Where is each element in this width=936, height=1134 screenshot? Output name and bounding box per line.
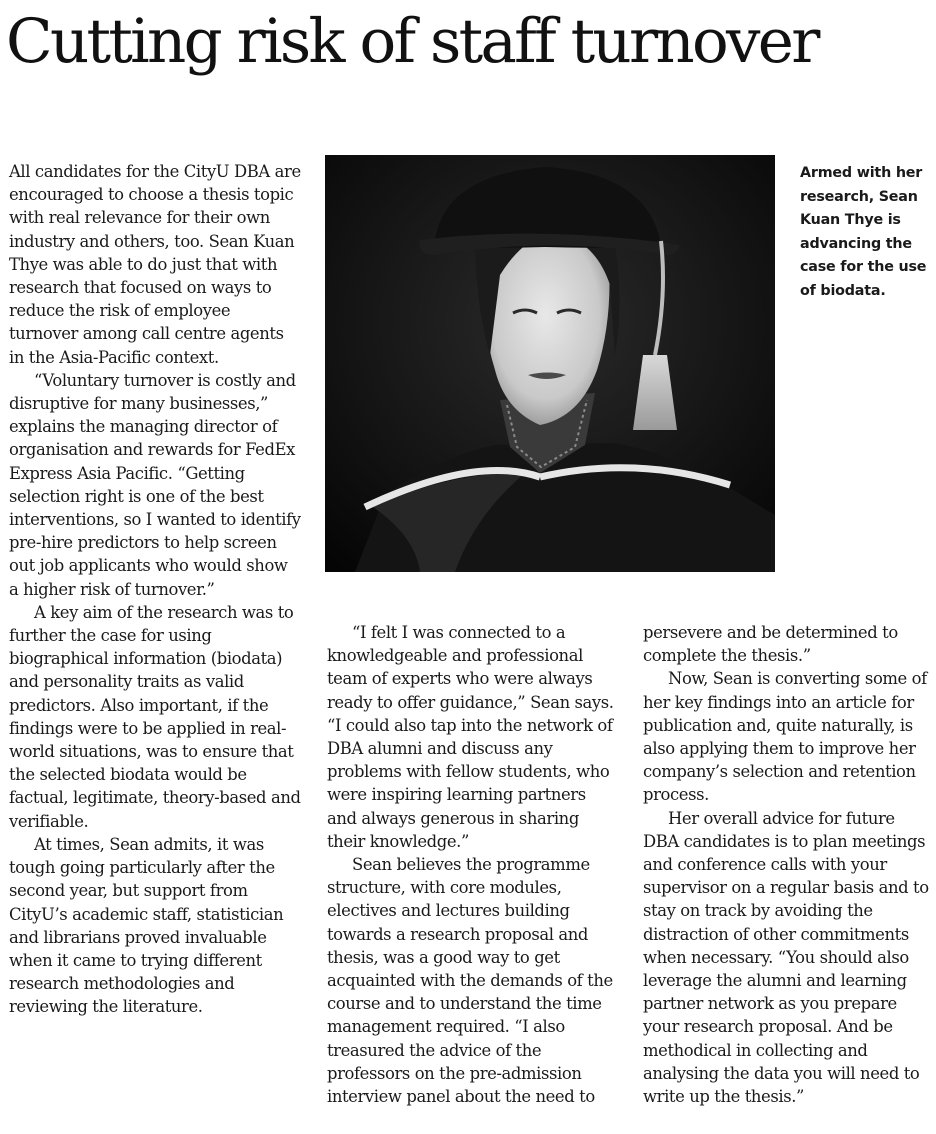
paragraph: “Voluntary turnover is costly and disruptive for many businesses,” explains the managing director of organisation and rewards for FedEx Express Asia Pacific. “Getting selection right is one of the best interventions, so I wanted to identify pre-hire predictors to help screen out job applicants who would show a higher risk of turnover.”: [9, 370, 301, 599]
paragraph: Sean believes the programme structure, with core modules, electives and lectures building towards a research proposal and thesis, was a good way to get acquainted with the demands of the course and to understand the time management required. “I also treasured the advice of the professors on the pre-admission interview panel about the need to: [327, 855, 613, 1107]
article-column-2: [327, 621, 619, 1108]
portrait-photo: [325, 155, 775, 572]
paragraph: “I felt I was connected to a knowledgeable and professional team of experts who were always ready to offer guidance,” Sean says. “I could also tap into the network of DBA alumni and discuss any problems with fellow students, who were inspiring learning partners and always generous in sharing their knowledge.”: [327, 623, 614, 851]
paragraph: All candidates for the CityU DBA are encouraged to choose a thesis topic with real relevance for their own industry and others, too. Sean Kuan Thye was able to do just that with research that focused on ways to reduce the risk of employee turnover among call centre agents in the Asia-Pacific context.: [9, 162, 301, 367]
paragraph: A key aim of the research was to further the case for using biographical information (biodata) and personality traits as valid predictors. Also important, if the findings were to be applied in real-world situations, was to ensure that the selected biodata would be factual, legitimate, theory-based and verifiable.: [9, 602, 301, 831]
paragraph: Her overall advice for future DBA candidates is to plan meetings and conference calls with your supervisor on a regular basis and to stay on track by avoiding the distraction of other commitments when necessary. “You should also leverage the alumni and learning partner network as you prepare your research proposal. And be methodical in collecting and analysing the data you will need to write up the thesis.”: [643, 808, 929, 1107]
portrait-image: [325, 155, 775, 572]
article-column-3: [643, 621, 935, 1108]
paragraph: persevere and be determined to complete the thesis.”: [643, 623, 898, 666]
paragraph: At times, Sean admits, it was tough going particularly after the second year, but support from CityU’s academic staff, statistician and librarians proved invaluable when it came to trying different research methodologies and reviewing the literature.: [9, 834, 284, 1017]
paragraph: Now, Sean is converting some of her key findings into an article for publication and, quite naturally, is also applying them to improve her company’s selection and retention process.: [643, 669, 927, 805]
photo-caption: Armed with her research, Sean Kuan Thye is advancing the case for the use of biodata.: [800, 165, 927, 299]
article-column-1: [9, 160, 301, 1019]
headline: Cutting risk of staff turnover: [6, 6, 818, 77]
